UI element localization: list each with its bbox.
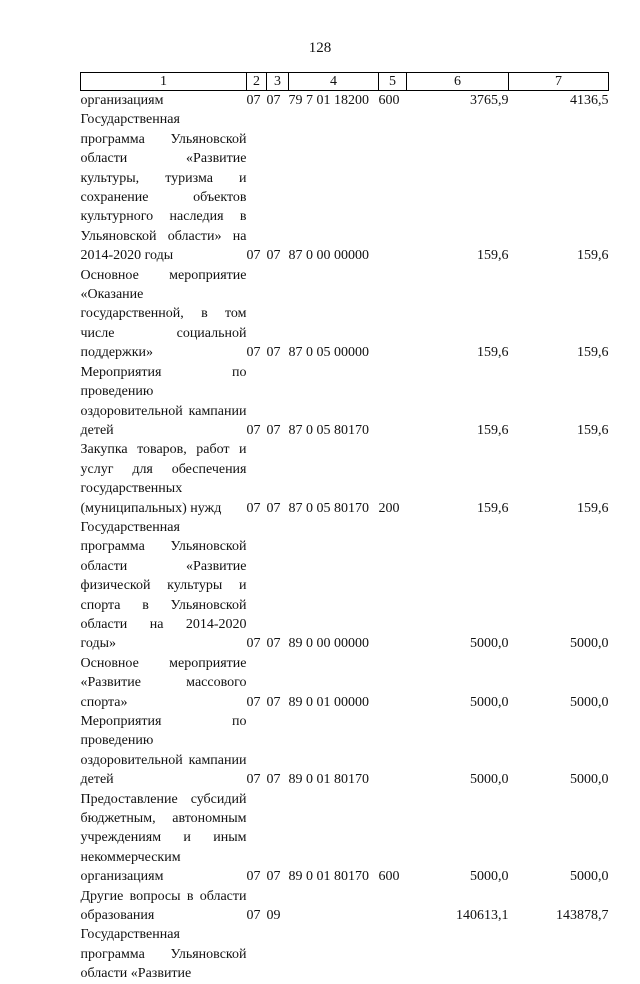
- row-description: [81, 712, 247, 790]
- subsection-code: 07: [266, 694, 281, 710]
- row-description-text: Основное мероприятие «Оказание государственной, в том числе социальной поддержки»: [80, 267, 247, 361]
- expense-type-code: [379, 887, 407, 926]
- amount-col-7: 159,6: [577, 248, 609, 264]
- row-description: [81, 266, 247, 363]
- table-row: [81, 266, 609, 363]
- subsection-code: 07: [266, 500, 281, 516]
- subsection-code: 07: [266, 636, 281, 652]
- expense-type-code: 600: [378, 93, 400, 108]
- table-row: [81, 518, 609, 654]
- table-row: [81, 654, 609, 712]
- section-code: 07: [246, 694, 261, 710]
- row-description: [81, 654, 247, 712]
- subsection-code: [267, 925, 289, 983]
- target-article-code: 79 7 01 18200: [288, 93, 369, 108]
- section-code: 07: [246, 248, 261, 264]
- amount-col-7: 5000,0: [570, 772, 609, 788]
- section-code: 07: [246, 636, 261, 652]
- col-header-7: 7: [509, 73, 609, 91]
- target-article-code: 87 0 05 00000: [288, 345, 369, 361]
- subsection-code: 09: [266, 908, 281, 924]
- target-article-code: 87 0 05 80170: [288, 500, 369, 516]
- amount-col-6: 159,6: [477, 345, 509, 361]
- expense-type-code: [379, 925, 407, 983]
- amount-col-6: 159,6: [477, 500, 509, 516]
- target-article-code: 87 0 05 80170: [288, 422, 369, 438]
- row-description-text: Основное мероприятие «Развитие массового спорта»: [80, 655, 247, 710]
- expense-type-code: [379, 266, 407, 363]
- row-description-text: Мероприятия по проведению оздоровительной кампании детей: [80, 714, 247, 788]
- row-description-text: Государственная программа Ульяновской области «Развитие: [80, 927, 247, 982]
- expense-type-code: [379, 518, 407, 654]
- expense-type-code: 200: [378, 500, 400, 516]
- target-article-code: 87 0 00 00000: [288, 248, 369, 264]
- row-description-text: Закупка товаров, работ и услуг для обеспечения государственных (муниципальных) нужд: [80, 442, 247, 516]
- subsection-code: 07: [266, 422, 281, 438]
- amount-col-6: 5000,0: [470, 772, 509, 788]
- amount-col-7: 5000,0: [570, 869, 609, 885]
- row-description: [81, 440, 247, 518]
- section-code: 07: [246, 422, 261, 438]
- amount-col-6: [407, 925, 509, 983]
- subsection-code: 07: [266, 772, 281, 788]
- expense-type-code: [379, 654, 407, 712]
- row-description: [81, 91, 247, 111]
- amount-col-7: 143878,7: [556, 908, 609, 924]
- target-article-code: 89 0 00 00000: [288, 636, 369, 652]
- col-header-2: 2: [247, 73, 267, 91]
- target-article-code: [289, 925, 379, 983]
- row-description: [81, 887, 247, 926]
- col-header-6: 6: [407, 73, 509, 91]
- row-description-text: Государственная программа Ульяновской области «Развитие физической культуры и спорта в Ульяновской области на 2014-2020 годы»: [80, 519, 247, 652]
- section-code: [247, 925, 267, 983]
- section-code: 07: [246, 908, 261, 924]
- amount-col-6: 3765,9: [470, 93, 509, 108]
- amount-col-6: 5000,0: [470, 694, 509, 710]
- table-row: [81, 887, 609, 926]
- row-description-text: организациям: [80, 93, 164, 108]
- table-row: [81, 712, 609, 790]
- row-description: [81, 363, 247, 441]
- row-description: [81, 790, 247, 887]
- amount-col-7: 159,6: [577, 500, 609, 516]
- amount-col-7: [509, 925, 609, 983]
- subsection-code: 07: [266, 345, 281, 361]
- target-article-code: 89 0 01 80170: [288, 772, 369, 788]
- table-row: [81, 925, 609, 983]
- row-description: [81, 110, 247, 265]
- table-row: [81, 110, 609, 265]
- section-code: 07: [246, 772, 261, 788]
- amount-col-7: 159,6: [577, 422, 609, 438]
- section-code: 07: [246, 500, 261, 516]
- col-header-4: 4: [289, 73, 379, 91]
- section-code: 07: [246, 93, 261, 108]
- amount-col-7: 5000,0: [570, 694, 609, 710]
- target-article-code: [289, 887, 379, 926]
- expense-type-code: [379, 110, 407, 265]
- amount-col-6: 140613,1: [456, 908, 509, 924]
- row-description-text: Предоставление субсидий бюджетным, автономным учреждениям и иным некоммерческим организациям: [80, 791, 247, 885]
- target-article-code: 89 0 01 80170: [288, 869, 369, 885]
- row-description-text: Государственная программа Ульяновской области «Развитие культуры, туризма и сохранение объектов культурного наследия в Ульяновской области» на 2014-2020 годы: [80, 112, 247, 264]
- page-number: 128: [308, 40, 332, 56]
- col-header-3: 3: [267, 73, 289, 91]
- subsection-code: 07: [266, 248, 281, 264]
- budget-table: [80, 72, 609, 984]
- table-row: [81, 363, 609, 441]
- row-description-text: Мероприятия по проведению оздоровительной кампании детей: [80, 364, 247, 438]
- subsection-code: 07: [266, 869, 281, 885]
- expense-type-code: [379, 363, 407, 441]
- row-description: [81, 518, 247, 654]
- table-row: [81, 790, 609, 887]
- expense-type-code: 600: [378, 869, 400, 885]
- target-article-code: 89 0 01 00000: [288, 694, 369, 710]
- expense-type-code: [379, 712, 407, 790]
- table-header-row: [81, 73, 609, 91]
- col-header-1: 1: [81, 73, 247, 91]
- section-code: 07: [246, 345, 261, 361]
- row-description-text: Другие вопросы в области образования: [80, 888, 247, 924]
- amount-col-7: 159,6: [577, 345, 609, 361]
- amount-col-7: 4136,5: [570, 93, 609, 108]
- amount-col-6: 5000,0: [470, 636, 509, 652]
- amount-col-7: 5000,0: [570, 636, 609, 652]
- row-description: [81, 925, 247, 983]
- table-row: [81, 440, 609, 518]
- table-row: [81, 91, 609, 111]
- section-code: 07: [246, 869, 261, 885]
- subsection-code: 07: [266, 93, 281, 108]
- col-header-5: 5: [379, 73, 407, 91]
- amount-col-6: 159,6: [477, 248, 509, 264]
- amount-col-6: 159,6: [477, 422, 509, 438]
- amount-col-6: 5000,0: [470, 869, 509, 885]
